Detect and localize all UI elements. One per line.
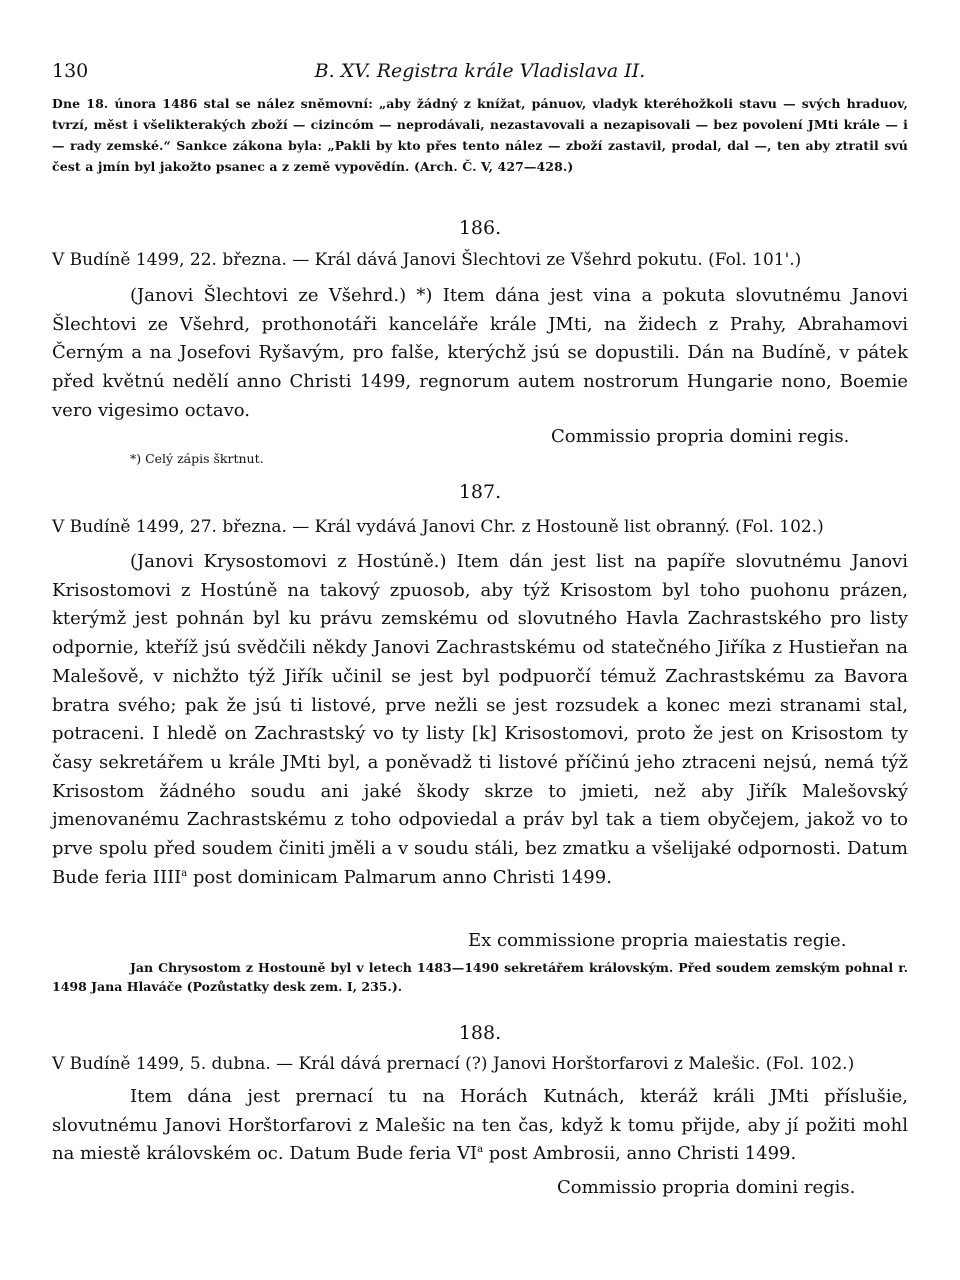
entry-note-187: Jan Chrysostom z Hostouně byl v letech 1483—1490 sekretářem královským. Před soudem zemským pohnal r. 1498 Jana Hlaváče (Pozůstatky desk zem. I, 235.). xyxy=(52,960,908,994)
entry-heading-186: V Budíně 1499, 22. března. — Král dává Janovi Šlechtovi ze Všehrd pokutu. (Fol. 101'.) xyxy=(52,250,802,270)
intro-note: Dne 18. února 1486 stal se nález sněmovní: „aby žádný z knížat, pánuov, vladyk kteréhožkoli stavu — svých hraduov, tvrzí, měst i všelikterakých zboží — cizincóm — neprodávali, nezastavovali a nezapisovali — bez povolení JMti krále — i — rady zemské.“ Sankce zákona byla: „Pakli by kto přes tento nález — zboží zastavil, prodal, dal —, ten aby ztratil svú čest a jmín byl jakožto psanec a z země vypovědín. (Arch. Č. V, 427—428.) xyxy=(52,96,908,174)
entry-signature-187: Ex commissione propria maiestatis regie. xyxy=(468,930,847,951)
entry-footnote-186: *) Celý zápis škrtnut. xyxy=(130,451,264,466)
page-number: 130 xyxy=(52,60,89,82)
entry-text-188 xyxy=(52,1083,908,1169)
entry-signature-186: Commissio propria domini regis. xyxy=(551,426,850,447)
page-header xyxy=(52,60,908,90)
entry-paragraph-187: (Janovi Krysostomovi z Hostúně.) Item dán jest list na papíře slovutnému Janovi Krisostomovi z Hostúně na takový zpuosob, aby týž Krisostom byl toho puohonu prázen, kterýmž jest pohnán byl ku právu zemskému od slovutného Havla Zachrastského pro listy odpornie, kteříž jsú svědčili někdy Janovi Zachrastskému od statečného Jiříka z Hustieřan na Malešově, v nichžto týž Jiřík učinil se jest byl podpuorčí témuž Zachrastskému za Bavora bratra svého; pak že jsú ti listové, prve nežli se jest rozsudek a konec mezi stranami stal, potraceni. I hledě on Zachrastský vo ty listy [k] Krisostomovi, proto že jest on Krisostom ty časy sekretářem u krále JMti byl, a poněvadž ti listové příčinú jeho ztraceni nejsú, nemá týž Krisostom žádného soudu ani jaké škody skrze to jmieti, než aby Jiřík Malešovský jmenovanému Zachrastskému z toho odpoviedal a práv byl tak a tiem obyčejem, jakož vo to prve spolu před soudem činiti jměli a v soudu stáli, bez zmatku a všelijaké odpornosti. Datum Bude feria IIII$^a$ post dominicam Palmarum anno Christi 1499. xyxy=(52,551,908,888)
entry-paragraph-186: (Janovi Šlechtovi ze Všehrd.) *) Item dána jest vina a pokuta slovutnému Janovi Šlechtovi ze Všehrd, prothonotáři kanceláře krále JMti, na židech z Prahy, Abrahamovi Černým a na Josefovi Ryšavým, pro falše, kterýchž jsú se dopustili. Dán na Budíně, v pátek před květnú nedělí anno Christi 1499, regnorum autem nostrorum Hungarie nono, Boemie vero vigesimo octavo. xyxy=(52,285,908,421)
entry-text-187 xyxy=(52,548,908,892)
entry-heading-187: V Budíně 1499, 27. března. — Král vydává Janovi Chr. z Hostouně list obranný. (Fol. 102.) xyxy=(52,517,824,537)
entry-signature-188: Commissio propria domini regis. xyxy=(557,1177,856,1198)
entry-text-186 xyxy=(52,282,908,426)
entry-number-188: 188. xyxy=(458,1022,502,1044)
running-head: B. XV. Registra krále Vladislava II. xyxy=(314,60,646,82)
entry-number-187: 187. xyxy=(458,481,502,503)
entry-paragraph-188: Item dána jest prernací tu na Horách Kutnách, kteráž králi JMti příslušie, slovutnému Janovi Horštorfarovi z Malešic na ten čas, když k tomu přijde, aby jí požiti mohl na miestě královském oc. Datum Bude feria $VI^a$ post Ambrosii, anno Christi 1499. xyxy=(52,1086,908,1165)
entry-number-186: 186. xyxy=(458,217,502,239)
entry-heading-188: V Budíně 1499, 5. dubna. — Král dává prernací (?) Janovi Horštorfarovi z Malešic. (Fol. 102.) xyxy=(52,1054,855,1074)
